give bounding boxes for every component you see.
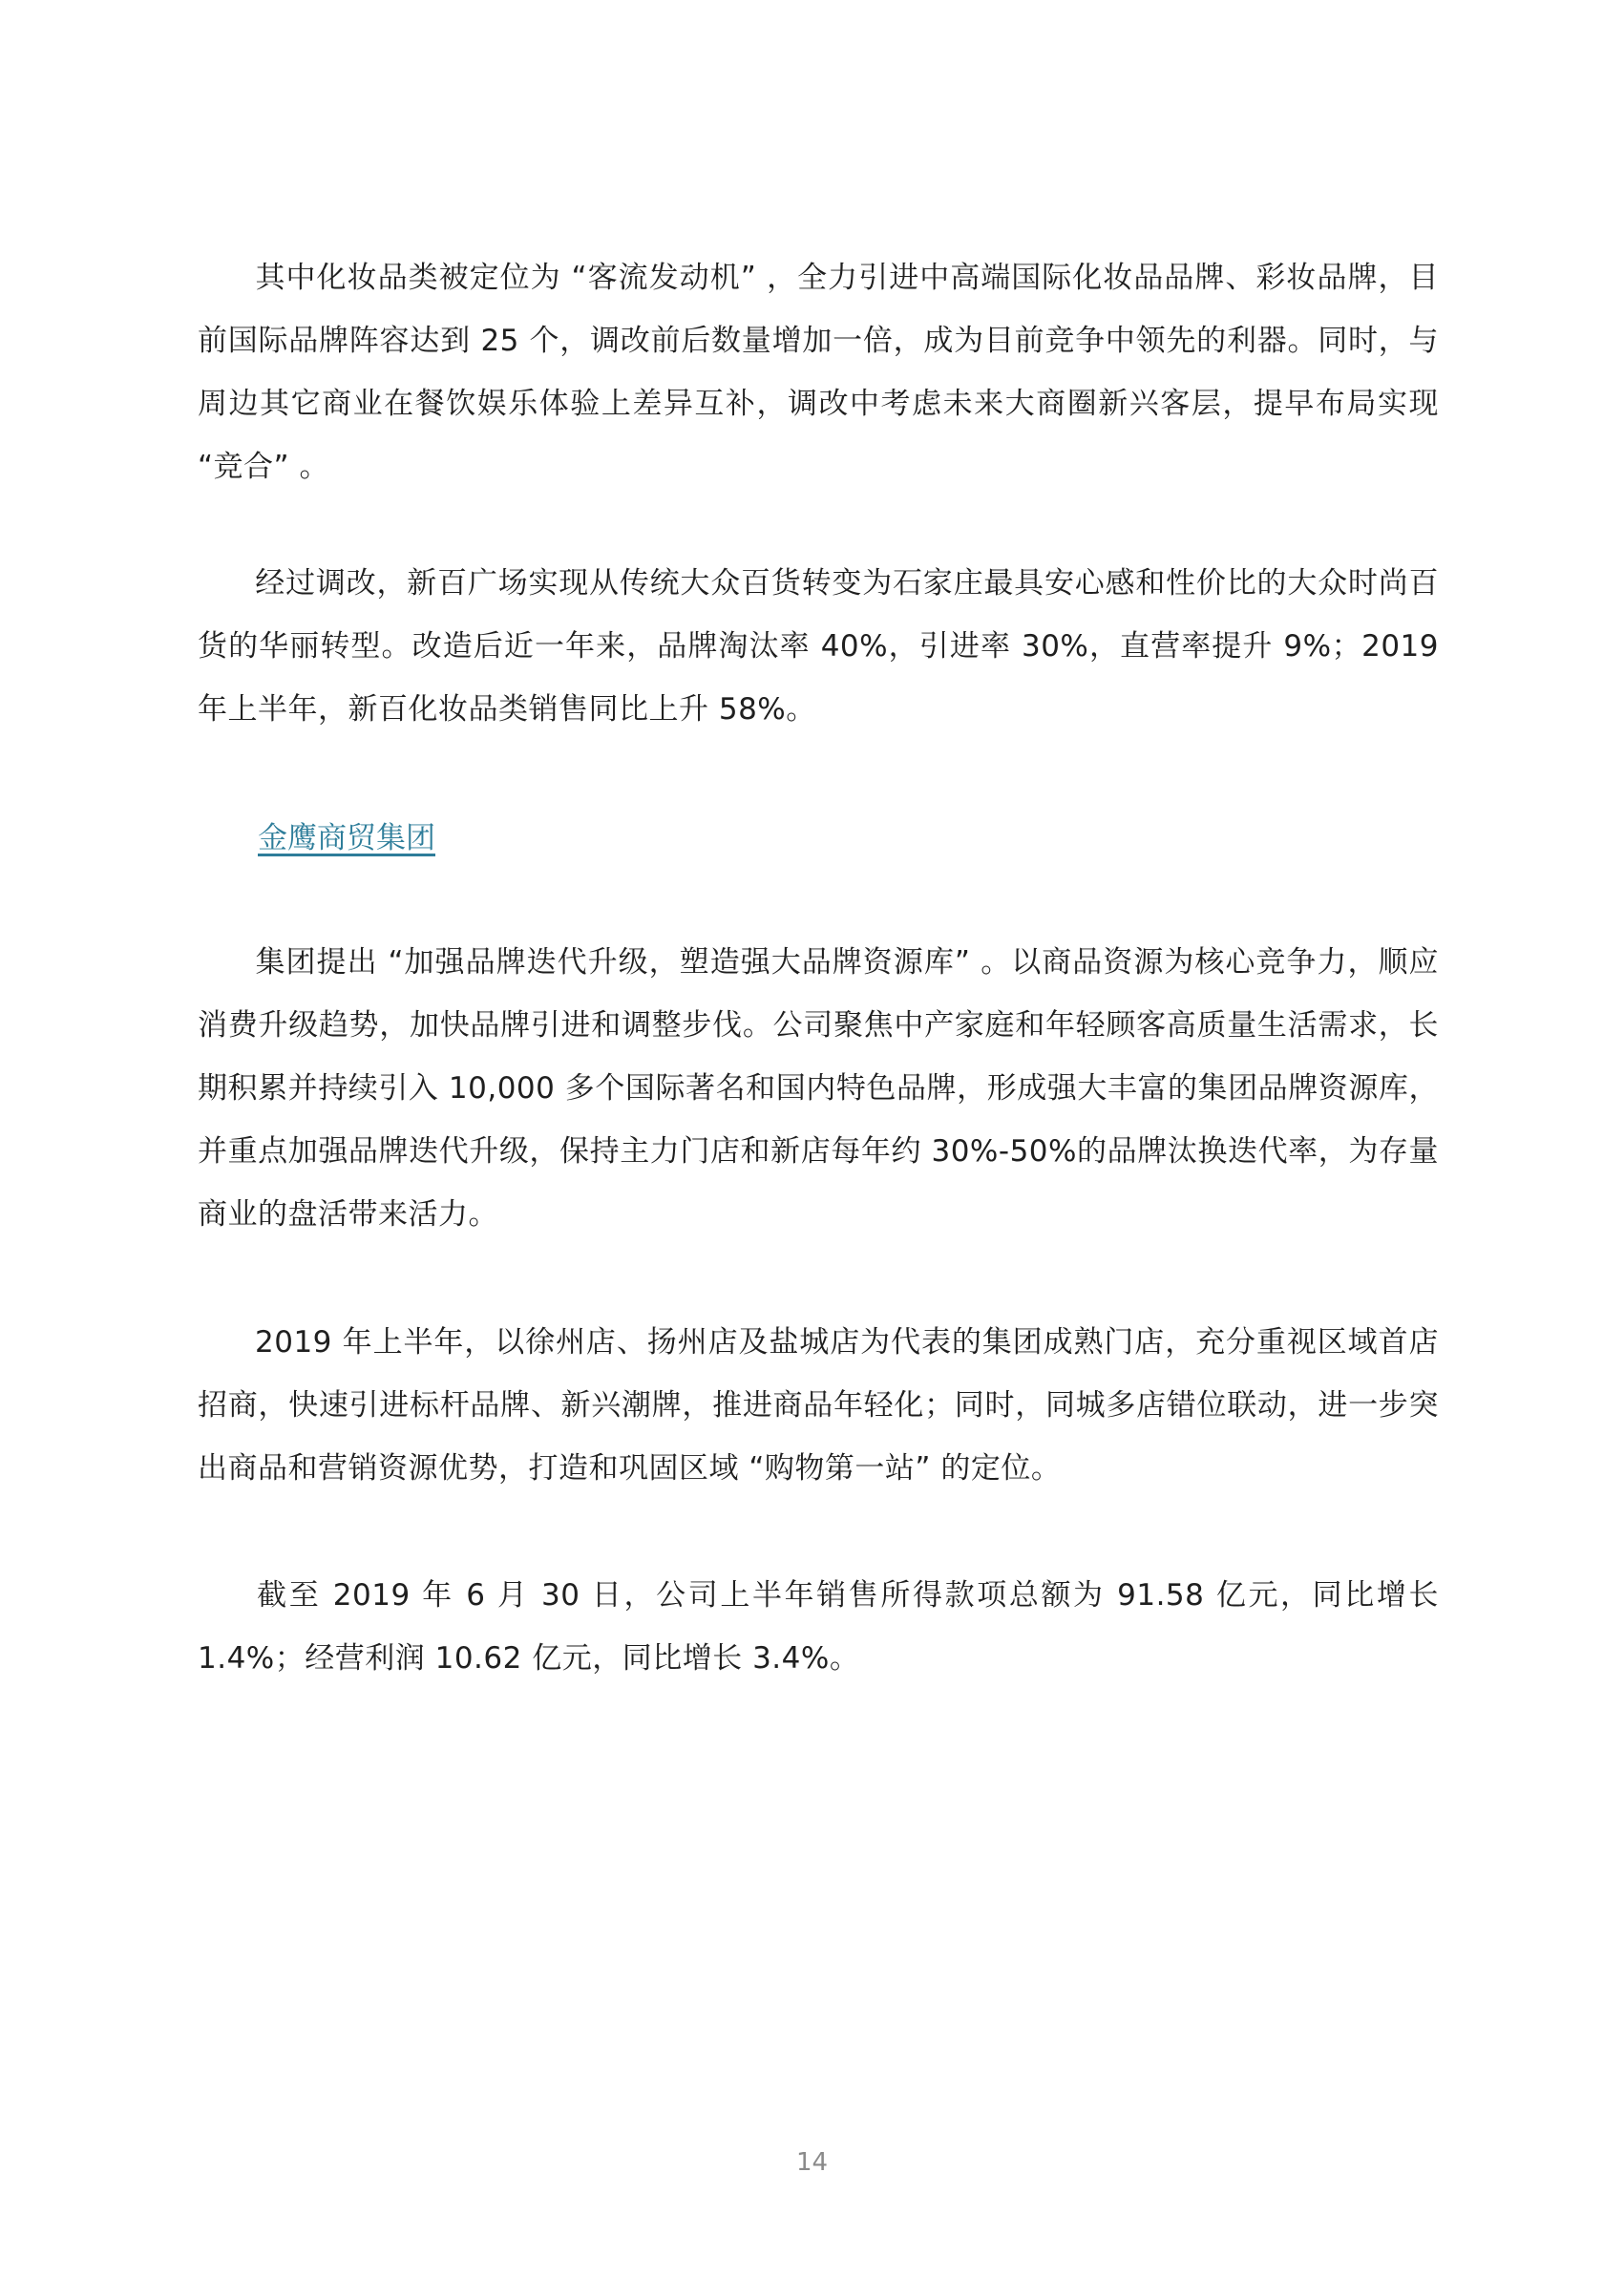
- paragraph-stores: [198, 1311, 1439, 1500]
- paragraph-transformation: [198, 552, 1439, 741]
- paragraph-brand-strategy: [198, 931, 1439, 1246]
- page-number: 14: [795, 2148, 829, 2177]
- paragraph-financials-text: 截至 2019 年 6 月 30 日，公司上半年销售所得款项总额为 91.58 亿元，同比增长 1.4%；经营利润 10.62 亿元，同比增长 3.4%。: [198, 1578, 1439, 1676]
- section-heading-link[interactable]: 金鹰商贸集团: [258, 821, 435, 855]
- paragraph-cosmetics-text: 其中化妆品类被定位为 “客流发动机” ，全力引进中高端国际化妆品品牌、彩妆品牌，目前国际品牌阵容达到 25 个，调改前后数量增加一倍，成为目前竞争中领先的利器。同时，与周边其它商业在餐饮娱乐体验上差异互补，调改中考虑未来大商圈新兴客层，提早布局实现 “竞合” 。: [198, 261, 1439, 484]
- paragraph-brand-strategy-text: 集团提出 “加强品牌迭代升级，塑造强大品牌资源库” 。以商品资源为核心竞争力，顺应消费升级趋势，加快品牌引进和调整步伐。公司聚焦中产家庭和年轻顾客高质量生活需求，长期积累并持续引入 10,000 多个国际著名和国内特色品牌，形成强大丰富的集团品牌资源库，并重点加强品牌迭代升级，保持主力门店和新店每年约 30%-50%的品牌汰换迭代率，为存量商业的盘活带来活力。: [198, 945, 1439, 1232]
- paragraph-financials: [198, 1564, 1439, 1690]
- paragraph-transformation-text: 经过调改，新百广场实现从传统大众百货转变为石家庄最具安心感和性价比的大众时尚百货的华丽转型。改造后近一年来，品牌淘汰率 40%，引进率 30%，直营率提升 9%；2019 年上半年，新百化妆品类销售同比上升 58%。: [198, 566, 1439, 727]
- paragraph-stores-text: 2019 年上半年，以徐州店、扬州店及盐城店为代表的集团成熟门店，充分重视区域首店招商，快速引进标杆品牌、新兴潮牌，推进商品年轻化；同时，同城多店错位联动，进一步突出商品和营销资源优势，打造和巩固区域 “购物第一站” 的定位。: [198, 1325, 1439, 1486]
- paragraph-cosmetics: [198, 246, 1439, 498]
